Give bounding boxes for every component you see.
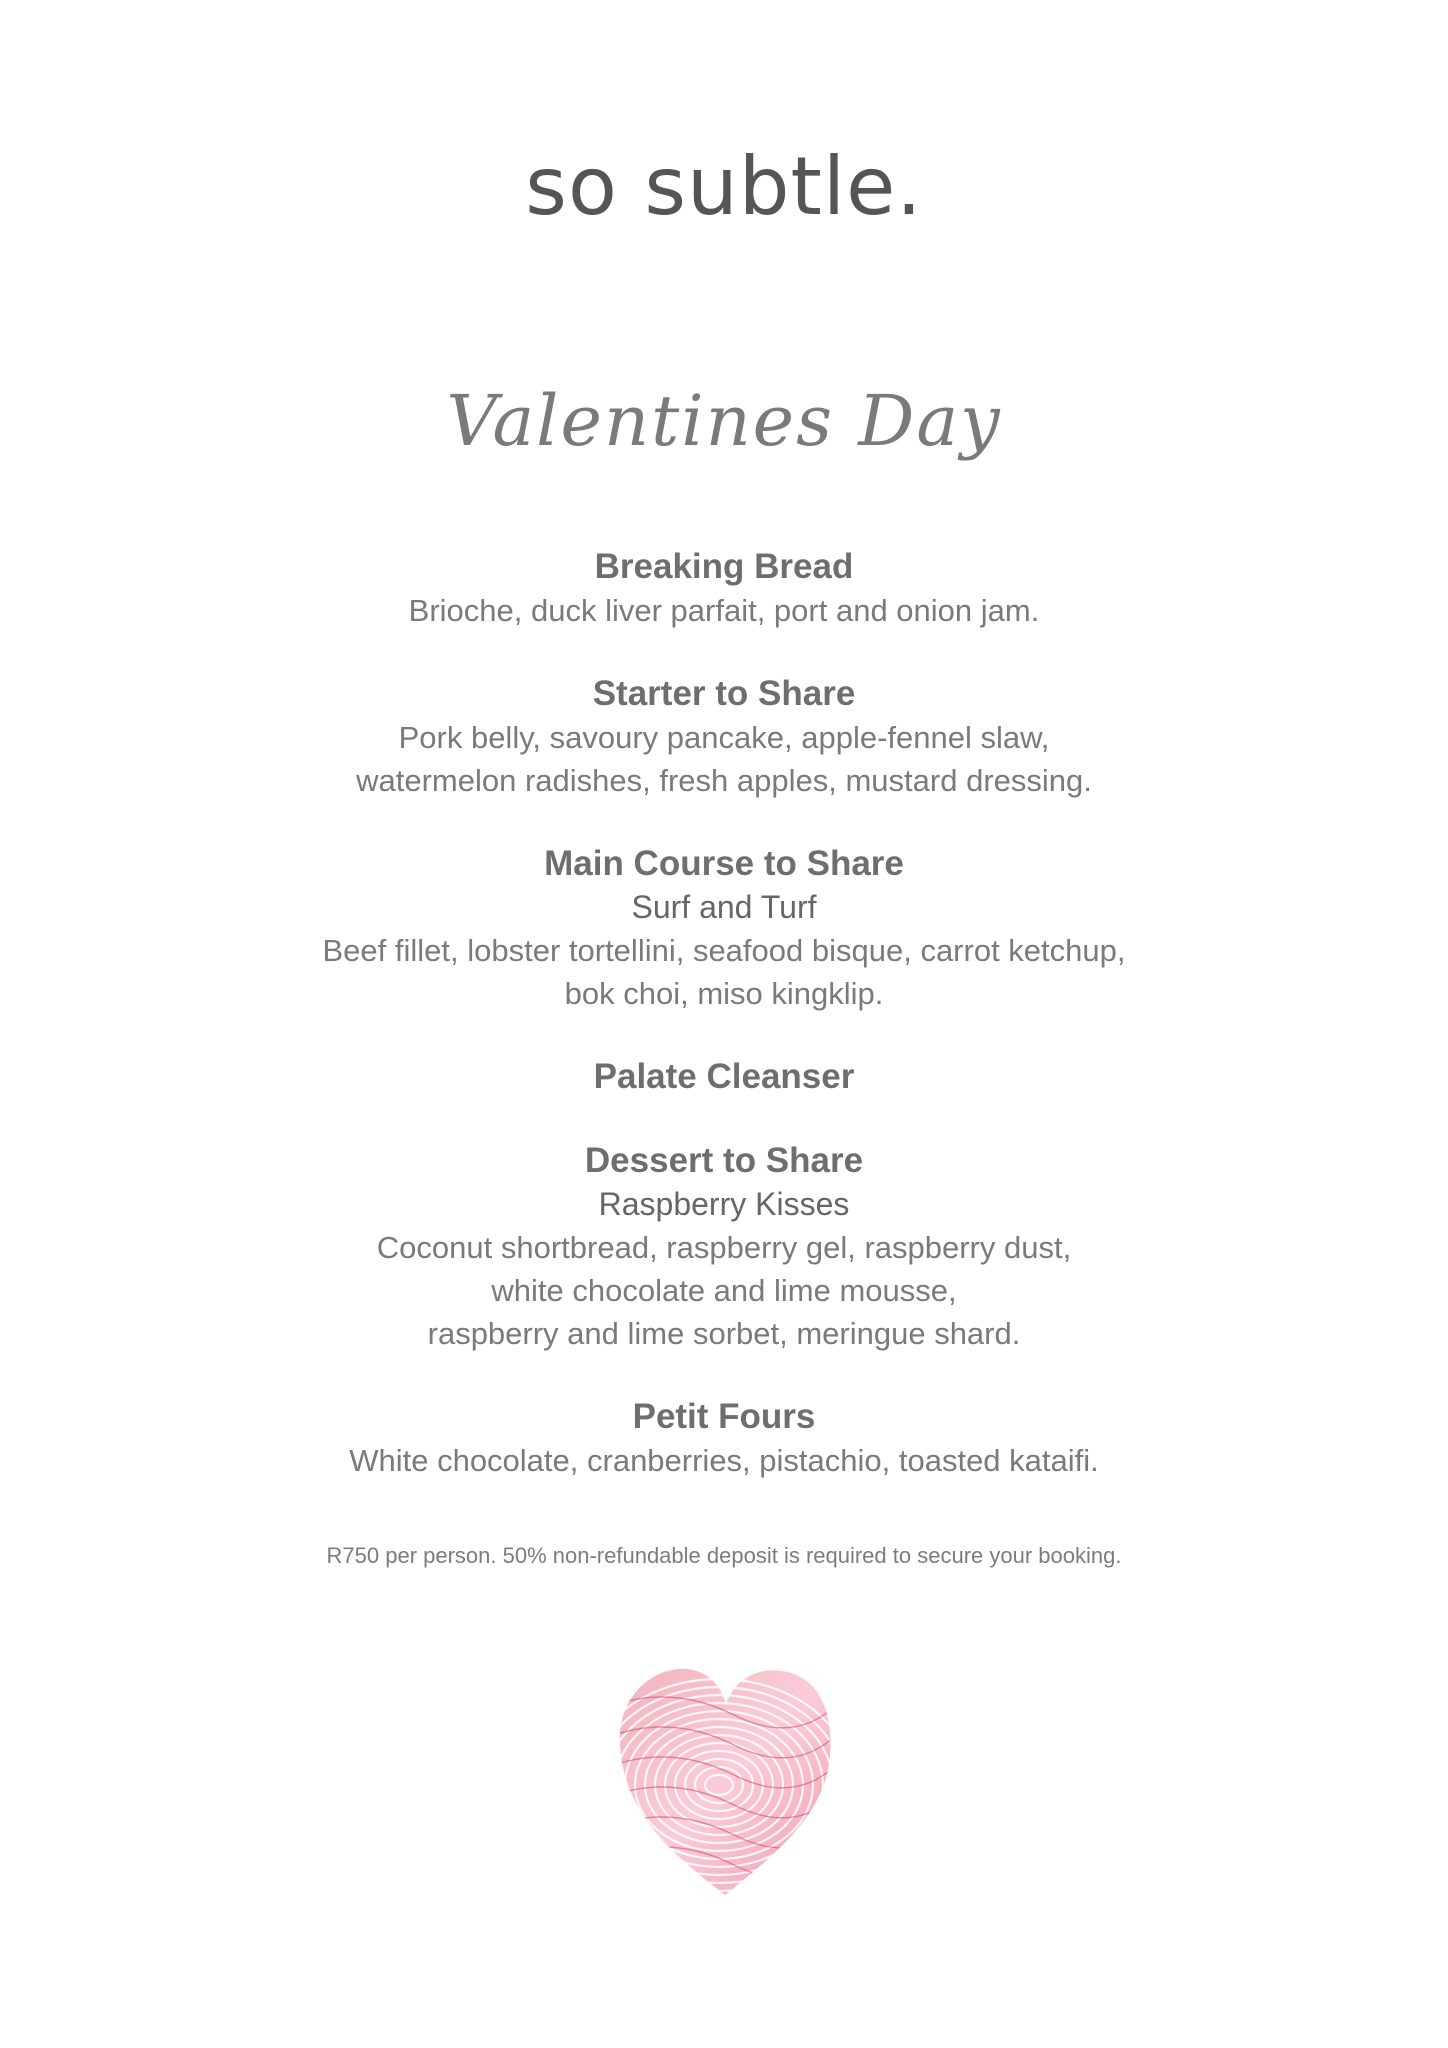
event-title-text: Valentines Day bbox=[446, 380, 1002, 462]
course-description: bok choi, miso kingklip. bbox=[564, 976, 884, 1011]
course-title: Starter to Share bbox=[592, 674, 856, 713]
course-description: raspberry and lime sorbet, meringue shard. bbox=[427, 1316, 1021, 1351]
course-description: white chocolate and lime mousse, bbox=[491, 1273, 957, 1308]
course-subtitle: Surf and Turf bbox=[631, 889, 817, 925]
course-subtitle: Raspberry Kisses bbox=[598, 1186, 850, 1222]
course-description: Pork belly, savoury pancake, apple-fennel slaw, bbox=[398, 720, 1050, 755]
course-description: watermelon radishes, fresh apples, mustard dressing. bbox=[356, 763, 1092, 798]
course-description: Coconut shortbread, raspberry gel, raspberry dust, bbox=[376, 1230, 1072, 1265]
course-title: Palate Cleanser bbox=[593, 1057, 855, 1096]
course-description: Brioche, duck liver parfait, port and onion jam. bbox=[408, 593, 1040, 628]
fingerprint-heart-icon bbox=[614, 1665, 836, 1905]
event-title bbox=[0, 380, 1448, 462]
course-starter bbox=[0, 672, 1448, 802]
course-title: Petit Fours bbox=[632, 1397, 816, 1436]
course-breaking-bread bbox=[0, 545, 1448, 632]
course-petit-fours bbox=[0, 1395, 1448, 1482]
course-description: Beef fillet, lobster tortellini, seafood bisque, carrot ketchup, bbox=[322, 933, 1126, 968]
price-footnote: R750 per person. 50% non-refundable deposit is required to secure your booking. bbox=[326, 1543, 1122, 1568]
course-title: Main Course to Share bbox=[544, 844, 904, 883]
menu bbox=[0, 545, 1448, 1522]
course-title: Breaking Bread bbox=[594, 547, 854, 586]
course-palate-cleanser bbox=[0, 1055, 1448, 1099]
brand-logo: so subtle. bbox=[525, 140, 923, 233]
course-title: Dessert to Share bbox=[584, 1141, 864, 1180]
course-description: White chocolate, cranberries, pistachio, toasted kataifi. bbox=[349, 1443, 1099, 1478]
course-main bbox=[0, 842, 1448, 1015]
course-dessert bbox=[0, 1139, 1448, 1355]
